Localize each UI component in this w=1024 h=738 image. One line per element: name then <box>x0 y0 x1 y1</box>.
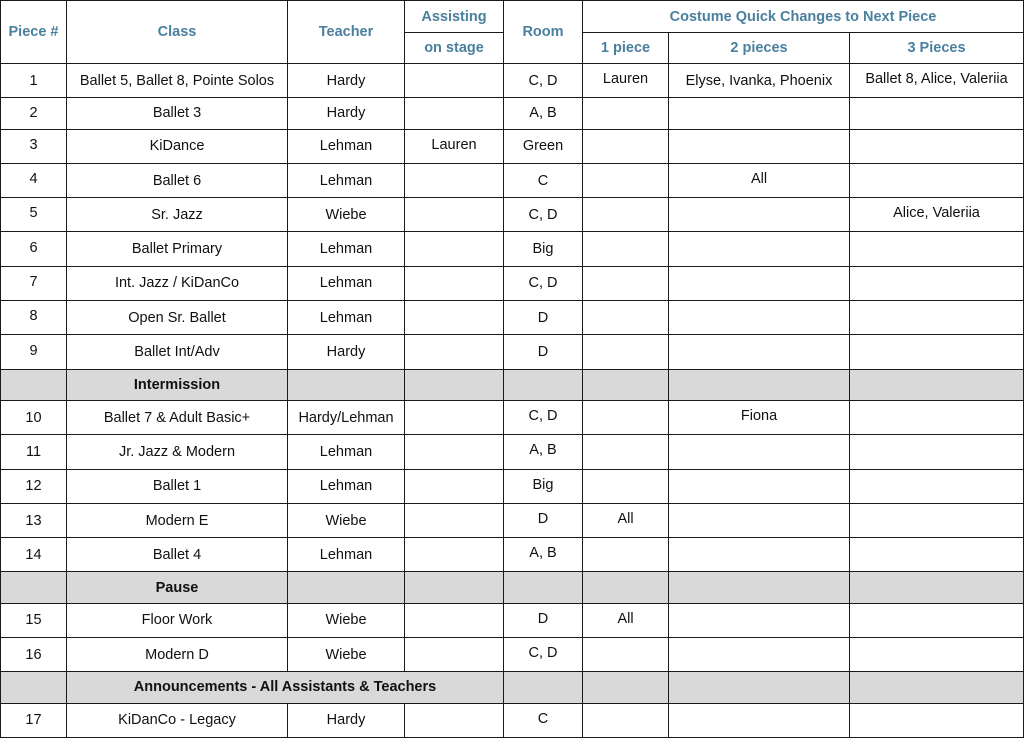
blank-cell <box>669 572 850 603</box>
blank-cell <box>669 369 850 400</box>
pause-label: Pause <box>67 572 288 603</box>
header-assisting: Assisting <box>405 1 504 33</box>
class-name: Ballet Int/Adv <box>67 335 288 369</box>
two-pieces-cell <box>669 703 850 737</box>
room-cell: D <box>504 603 583 637</box>
teacher-name: Lehman <box>288 163 405 197</box>
one-piece-cell <box>583 232 669 266</box>
class-name: Modern D <box>67 638 288 672</box>
table-row <box>1 129 1024 163</box>
blank-cell <box>669 672 850 703</box>
table-row <box>1 232 1024 266</box>
teacher-name: Hardy <box>288 64 405 98</box>
one-piece-cell <box>583 163 669 197</box>
header-teacher: Teacher <box>288 1 405 64</box>
assisting-cell <box>405 232 504 266</box>
one-piece-cell: All <box>583 503 669 537</box>
three-pieces-cell <box>850 266 1024 300</box>
assisting-cell <box>405 400 504 434</box>
class-name: Floor Work <box>67 603 288 637</box>
assisting-cell <box>405 163 504 197</box>
room-cell: D <box>504 503 583 537</box>
two-pieces-cell <box>669 638 850 672</box>
three-pieces-cell <box>850 232 1024 266</box>
teacher-name: Hardy <box>288 335 405 369</box>
table-row <box>1 638 1024 672</box>
announcements-row <box>1 672 1024 703</box>
teacher-name: Lehman <box>288 435 405 469</box>
header-one-piece: 1 piece <box>583 33 669 64</box>
three-pieces-cell <box>850 503 1024 537</box>
assisting-cell <box>405 198 504 232</box>
teacher-name: Lehman <box>288 129 405 163</box>
teacher-name: Lehman <box>288 266 405 300</box>
blank-cell <box>850 369 1024 400</box>
room-cell: A, B <box>504 98 583 129</box>
room-cell: C <box>504 163 583 197</box>
piece-number: 12 <box>1 469 67 503</box>
room-cell: C, D <box>504 400 583 434</box>
teacher-name: Lehman <box>288 469 405 503</box>
blank-cell <box>504 369 583 400</box>
one-piece-cell <box>583 703 669 737</box>
three-pieces-cell: Ballet 8, Alice, Valeriia <box>850 64 1024 98</box>
two-pieces-cell <box>669 538 850 572</box>
class-name: Ballet 6 <box>67 163 288 197</box>
three-pieces-cell <box>850 638 1024 672</box>
three-pieces-cell <box>850 400 1024 434</box>
piece-number: 15 <box>1 603 67 637</box>
piece-number: 8 <box>1 301 67 335</box>
two-pieces-cell <box>669 603 850 637</box>
header-two-pieces: 2 pieces <box>669 33 850 64</box>
two-pieces-cell: Fiona <box>669 400 850 434</box>
assisting-cell <box>405 64 504 98</box>
three-pieces-cell <box>850 163 1024 197</box>
room-cell: Big <box>504 469 583 503</box>
piece-number: 7 <box>1 266 67 300</box>
two-pieces-cell: Elyse, Ivanka, Phoenix <box>669 64 850 98</box>
teacher-name: Wiebe <box>288 603 405 637</box>
assisting-cell <box>405 638 504 672</box>
class-name: Sr. Jazz <box>67 198 288 232</box>
table-row <box>1 538 1024 572</box>
two-pieces-cell: All <box>669 163 850 197</box>
one-piece-cell <box>583 538 669 572</box>
class-name: KiDance <box>67 129 288 163</box>
intermission-row <box>1 369 1024 400</box>
assisting-cell <box>405 435 504 469</box>
table-row <box>1 198 1024 232</box>
piece-number: 10 <box>1 400 67 434</box>
room-cell: D <box>504 301 583 335</box>
room-cell: A, B <box>504 435 583 469</box>
class-name: Ballet 1 <box>67 469 288 503</box>
piece-number: 9 <box>1 335 67 369</box>
teacher-name: Hardy <box>288 703 405 737</box>
assisting-cell <box>405 98 504 129</box>
piece-number: 2 <box>1 98 67 129</box>
room-cell: C <box>504 703 583 737</box>
table-row <box>1 503 1024 537</box>
assisting-cell <box>405 335 504 369</box>
class-name: Modern E <box>67 503 288 537</box>
blank-cell <box>1 672 67 703</box>
three-pieces-cell <box>850 469 1024 503</box>
two-pieces-cell <box>669 232 850 266</box>
teacher-name: Wiebe <box>288 503 405 537</box>
teacher-name: Wiebe <box>288 638 405 672</box>
announcements-label: Announcements - All Assistants & Teachers <box>67 672 504 703</box>
three-pieces-cell <box>850 335 1024 369</box>
blank-cell <box>288 369 405 400</box>
one-piece-cell <box>583 129 669 163</box>
blank-cell <box>850 672 1024 703</box>
piece-number: 11 <box>1 435 67 469</box>
piece-number: 17 <box>1 703 67 737</box>
piece-number: 13 <box>1 503 67 537</box>
table-row <box>1 98 1024 129</box>
teacher-name: Wiebe <box>288 198 405 232</box>
two-pieces-cell <box>669 435 850 469</box>
assisting-cell <box>405 266 504 300</box>
one-piece-cell: All <box>583 603 669 637</box>
two-pieces-cell <box>669 301 850 335</box>
piece-number: 1 <box>1 64 67 98</box>
assisting-cell <box>405 469 504 503</box>
blank-cell <box>583 369 669 400</box>
two-pieces-cell <box>669 266 850 300</box>
three-pieces-cell <box>850 703 1024 737</box>
two-pieces-cell <box>669 335 850 369</box>
room-cell: C, D <box>504 266 583 300</box>
piece-number: 3 <box>1 129 67 163</box>
three-pieces-cell <box>850 435 1024 469</box>
table-row <box>1 163 1024 197</box>
blank-cell <box>504 672 583 703</box>
header-costume-changes: Costume Quick Changes to Next Piece <box>583 1 1024 33</box>
one-piece-cell <box>583 400 669 434</box>
class-name: Ballet 7 & Adult Basic+ <box>67 400 288 434</box>
blank-cell <box>1 369 67 400</box>
table-row <box>1 64 1024 98</box>
two-pieces-cell <box>669 98 850 129</box>
class-name: Jr. Jazz & Modern <box>67 435 288 469</box>
class-name: Open Sr. Ballet <box>67 301 288 335</box>
teacher-name: Lehman <box>288 301 405 335</box>
header-three-pieces: 3 Pieces <box>850 33 1024 64</box>
one-piece-cell <box>583 198 669 232</box>
header-piece: Piece # <box>1 1 67 64</box>
one-piece-cell <box>583 335 669 369</box>
room-cell: C, D <box>504 638 583 672</box>
table-row <box>1 335 1024 369</box>
blank-cell <box>288 572 405 603</box>
room-cell: C, D <box>504 198 583 232</box>
teacher-name: Hardy/Lehman <box>288 400 405 434</box>
assisting-cell <box>405 703 504 737</box>
class-name: Ballet 5, Ballet 8, Pointe Solos <box>67 64 288 98</box>
pause-row <box>1 572 1024 603</box>
three-pieces-cell <box>850 129 1024 163</box>
room-cell: Green <box>504 129 583 163</box>
header-on-stage: on stage <box>405 33 504 64</box>
class-name: KiDanCo - Legacy <box>67 703 288 737</box>
blank-cell <box>405 369 504 400</box>
three-pieces-cell <box>850 98 1024 129</box>
table-row <box>1 603 1024 637</box>
assisting-cell <box>405 301 504 335</box>
intermission-label: Intermission <box>67 369 288 400</box>
teacher-name: Lehman <box>288 538 405 572</box>
assisting-cell <box>405 503 504 537</box>
assisting-cell: Lauren <box>405 129 504 163</box>
one-piece-cell <box>583 638 669 672</box>
room-cell: A, B <box>504 538 583 572</box>
header-room: Room <box>504 1 583 64</box>
one-piece-cell: Lauren <box>583 64 669 98</box>
class-name: Ballet Primary <box>67 232 288 266</box>
blank-cell <box>504 572 583 603</box>
table-row <box>1 435 1024 469</box>
piece-number: 16 <box>1 638 67 672</box>
three-pieces-cell: Alice, Valeriia <box>850 198 1024 232</box>
blank-cell <box>583 572 669 603</box>
one-piece-cell <box>583 469 669 503</box>
assisting-cell <box>405 538 504 572</box>
blank-cell <box>850 572 1024 603</box>
blank-cell <box>405 572 504 603</box>
table-row <box>1 301 1024 335</box>
header-class: Class <box>67 1 288 64</box>
three-pieces-cell <box>850 538 1024 572</box>
table-row <box>1 703 1024 737</box>
table-row <box>1 469 1024 503</box>
three-pieces-cell <box>850 301 1024 335</box>
two-pieces-cell <box>669 503 850 537</box>
three-pieces-cell <box>850 603 1024 637</box>
room-cell: Big <box>504 232 583 266</box>
piece-number: 14 <box>1 538 67 572</box>
class-name: Ballet 3 <box>67 98 288 129</box>
blank-cell <box>1 572 67 603</box>
teacher-name: Hardy <box>288 98 405 129</box>
table-row <box>1 400 1024 434</box>
table-body <box>1 64 1024 738</box>
teacher-name: Lehman <box>288 232 405 266</box>
class-name: Ballet 4 <box>67 538 288 572</box>
room-cell: C, D <box>504 64 583 98</box>
piece-number: 4 <box>1 163 67 197</box>
two-pieces-cell <box>669 469 850 503</box>
class-name: Int. Jazz / KiDanCo <box>67 266 288 300</box>
one-piece-cell <box>583 98 669 129</box>
one-piece-cell <box>583 435 669 469</box>
piece-number: 5 <box>1 198 67 232</box>
piece-number: 6 <box>1 232 67 266</box>
two-pieces-cell <box>669 129 850 163</box>
two-pieces-cell <box>669 198 850 232</box>
blank-cell <box>583 672 669 703</box>
one-piece-cell <box>583 266 669 300</box>
room-cell: D <box>504 335 583 369</box>
assisting-cell <box>405 603 504 637</box>
one-piece-cell <box>583 301 669 335</box>
table-row <box>1 266 1024 300</box>
